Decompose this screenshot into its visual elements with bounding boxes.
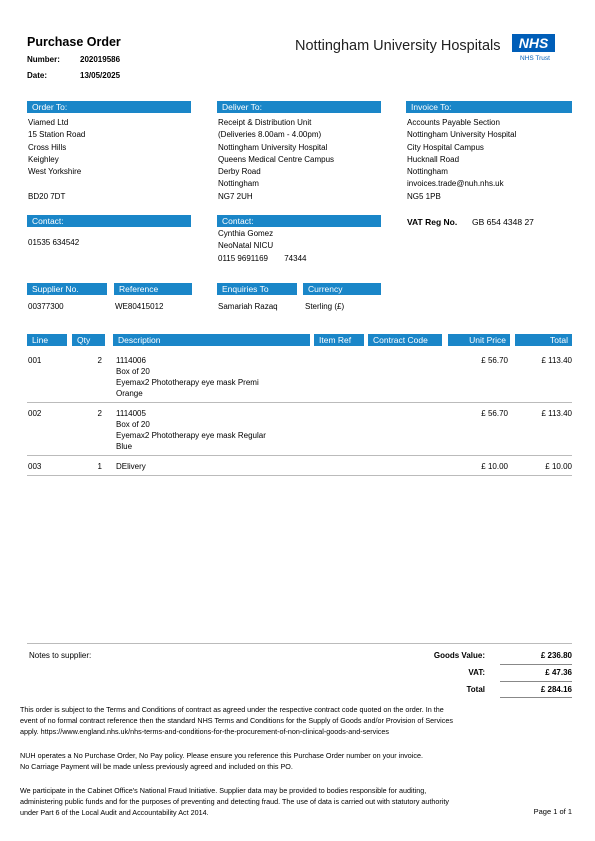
vat-reg-label: VAT Reg No. [407, 217, 458, 227]
description-line: Eyemax2 Phototherapy eye mask Premi [116, 378, 259, 387]
page-number: Page 1 of 1 [533, 807, 572, 816]
address-line: City Hospital Campus [407, 142, 484, 152]
vat-label: VAT: [468, 668, 485, 677]
supplier-contact-heading: Contact: [27, 215, 191, 227]
vat-value: £ 47.36 [545, 668, 572, 677]
address-line[interactable]: invoices.trade@nuh.nhs.uk [407, 179, 504, 189]
footer-line: administering public funds and for the purposes of preventing and detecting fraud. The use of data is carried out with statutory authority [20, 796, 449, 806]
invoice-to-address [407, 117, 516, 203]
address-line: BD20 7DT [28, 191, 66, 201]
contact-ext: 74344 [284, 253, 307, 263]
footer-line: This order is subject to the Terms and Conditions of contract as agreed under the respective contract code quoted on the order. In the [20, 705, 444, 714]
supplier-phone: 01535 634542 [28, 238, 80, 247]
address-line: Viamed Ltd [28, 118, 69, 127]
address-line: Receipt & Distribution Unit [218, 118, 312, 127]
row-unit-price: £ 56.70 [481, 409, 508, 418]
date-label: Date: [27, 71, 48, 80]
footer-line: We participate in the Cabinet Office's National Fraud Initiative. Supplier data may be provided to bodies responsible for auditing, [20, 786, 427, 795]
reference-value: WE80415012 [115, 302, 164, 311]
description-line: 1114006 [116, 356, 146, 365]
terms-paragraph [20, 705, 580, 737]
address-line: Nottingham [407, 167, 448, 177]
deliver-to-heading: Deliver To: [217, 101, 381, 113]
date-value: 13/05/2025 [80, 71, 121, 80]
enquiries-value: Samariah Razaq [218, 302, 278, 311]
address-line: Nottingham University Hospital [218, 142, 328, 152]
deliver-to-address [218, 117, 334, 203]
address-line: (Deliveries 8.00am - 4.00pm) [218, 130, 322, 140]
description-line: Orange [116, 389, 143, 398]
row-qty: 2 [97, 409, 102, 418]
row-line: 001 [28, 356, 42, 365]
page-title: Purchase Order [27, 35, 121, 49]
footer-line: under Part 6 of the Local Audit and Accountability Act 2014. [20, 807, 209, 817]
total-rule [500, 664, 572, 665]
description-line: 1114005 [116, 409, 146, 418]
total-value: £ 284.16 [540, 685, 572, 694]
contact-name: Cynthia Gomez [218, 229, 274, 238]
po-number-value: 202019586 [80, 55, 121, 64]
footer-line[interactable]: apply. https://www.england.nhs.uk/nhs-terms-and-conditions-for-the-procurement-of-non-clinical-goods-and-services [20, 726, 389, 736]
contact-phone: 0115 9691169 [218, 253, 268, 263]
row-description [116, 408, 266, 452]
col-total-header: Total [515, 334, 572, 346]
invoice-to-heading: Invoice To: [406, 101, 572, 113]
address-line: Nottingham University Hospital [407, 130, 517, 140]
description-line: Box of 20 [116, 367, 150, 376]
delivery-contact [218, 228, 306, 265]
description-line: Eyemax2 Phototherapy eye mask Regular [116, 431, 266, 440]
address-line: Nottingham [218, 179, 259, 189]
vat-reg-value: GB 654 4348 27 [472, 217, 534, 227]
contact-dept: NeoNatal NICU [218, 241, 274, 251]
total-rule [500, 681, 572, 682]
col-line-header: Line [27, 334, 67, 346]
description-line: Box of 20 [116, 420, 150, 429]
currency-heading: Currency [303, 283, 381, 295]
nhs-logo-badge: NHS [512, 34, 555, 52]
total-label: Total [466, 685, 485, 694]
address-line [28, 178, 85, 190]
row-line: 002 [28, 409, 42, 418]
reference-heading: Reference [114, 283, 192, 295]
row-total: £ 10.00 [545, 462, 572, 471]
order-to-address [28, 117, 85, 203]
col-contract-code-header: Contract Code [368, 334, 442, 346]
col-item-ref-header: Item Ref [314, 334, 364, 346]
enquiries-heading: Enquiries To [217, 283, 297, 295]
row-description [116, 355, 259, 399]
row-divider [27, 402, 572, 403]
address-line: West Yorkshire [28, 167, 82, 177]
description-line: Blue [116, 442, 133, 451]
footer-line: No Carriage Payment will be made unless previously agreed and included on this PO. [20, 761, 293, 771]
supplier-no-heading: Supplier No. [27, 283, 107, 295]
description-line: DElivery [116, 462, 146, 471]
order-to-heading: Order To: [27, 101, 191, 113]
footer-line: event of no formal contract reference then the standard NHS Terms and Conditions for the Supply of Goods and/or Provision of Services [20, 715, 453, 725]
row-description [116, 461, 146, 472]
col-unit-price-header: Unit Price [448, 334, 510, 346]
row-qty: 2 [97, 356, 102, 365]
delivery-contact-heading: Contact: [217, 215, 381, 227]
currency-value: Sterling (£) [305, 302, 345, 311]
contact-phone-line [218, 253, 306, 265]
address-line: NG7 2UH [218, 191, 253, 201]
col-qty-header: Qty [72, 334, 105, 346]
row-qty: 1 [97, 462, 102, 471]
notes-to-supplier-label: Notes to supplier: [29, 651, 92, 660]
nhs-trust-label: NHS Trust [520, 55, 550, 62]
address-line: NG5 1PB [407, 191, 441, 201]
address-line: 15 Station Road [28, 130, 86, 140]
address-line: Queens Medical Centre Campus [218, 154, 335, 164]
policy-paragraph [20, 751, 580, 773]
row-divider [27, 455, 572, 456]
address-line: Derby Road [218, 167, 261, 177]
row-unit-price: £ 10.00 [481, 462, 508, 471]
row-total: £ 113.40 [541, 356, 572, 365]
supplier-no-value: 00377300 [28, 302, 64, 311]
footer-line: NUH operates a No Purchase Order, No Pay policy. Please ensure you reference this Purchase Order number on your invoice. [20, 751, 423, 760]
row-divider [27, 475, 572, 476]
po-number-label: Number: [27, 55, 60, 64]
totals-divider [27, 643, 572, 644]
address-line: Accounts Payable Section [407, 118, 500, 127]
row-total: £ 113.40 [541, 409, 572, 418]
goods-value-label: Goods Value: [433, 651, 485, 660]
address-line: Cross Hills [28, 142, 67, 152]
address-line: Keighley [28, 154, 59, 164]
row-unit-price: £ 56.70 [481, 356, 508, 365]
trust-logo-name: Nottingham University Hospitals [295, 38, 501, 54]
col-description-header: Description [113, 334, 310, 346]
row-line: 003 [28, 462, 42, 471]
total-rule [500, 697, 572, 698]
address-line: Hucknall Road [407, 154, 460, 164]
goods-value: £ 236.80 [540, 651, 572, 660]
